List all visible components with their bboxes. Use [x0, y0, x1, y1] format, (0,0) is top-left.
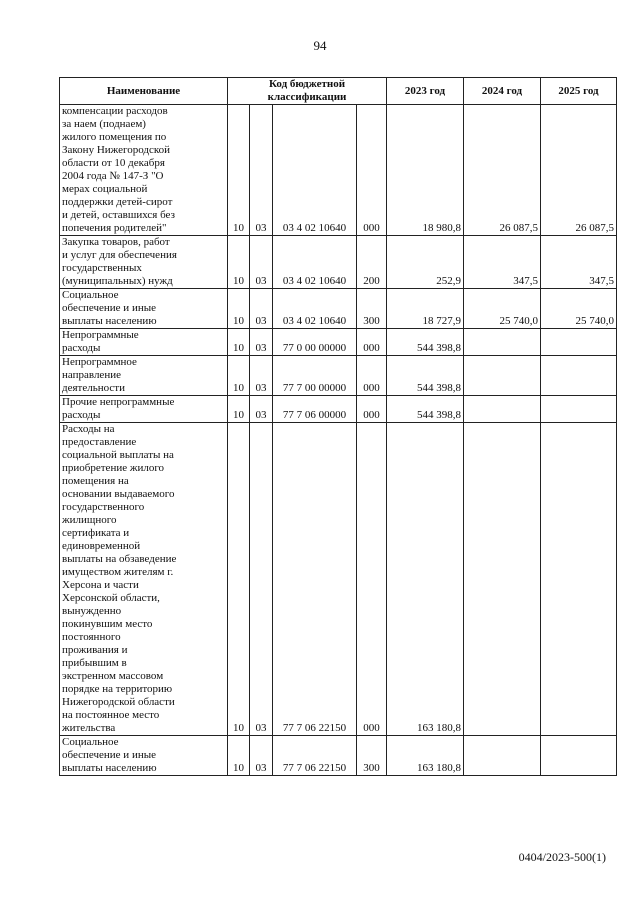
subsection-code: 03	[250, 329, 273, 356]
table-row	[60, 736, 617, 776]
expense-type-code: 000	[357, 423, 387, 736]
expense-type-code: 300	[357, 736, 387, 776]
document-code: 0404/2023-500(1)	[518, 850, 606, 864]
subsection-code: 03	[250, 423, 273, 736]
expense-type-code: 000	[357, 105, 387, 236]
value-2025	[541, 736, 617, 776]
section-code: 10	[228, 423, 250, 736]
subsection-code: 03	[250, 736, 273, 776]
value-2023: 544 398,8	[387, 356, 464, 396]
value-2024: 347,5	[464, 236, 541, 289]
value-2023: 163 180,8	[387, 423, 464, 736]
section-code: 10	[228, 396, 250, 423]
target-code: 03 4 02 10640	[273, 105, 357, 236]
section-code: 10	[228, 289, 250, 329]
value-2023: 18 727,9	[387, 289, 464, 329]
value-2025	[541, 396, 617, 423]
target-code: 03 4 02 10640	[273, 289, 357, 329]
target-code: 77 0 00 00000	[273, 329, 357, 356]
table-row	[60, 289, 617, 329]
value-2023: 18 980,8	[387, 105, 464, 236]
subsection-code: 03	[250, 236, 273, 289]
subsection-code: 03	[250, 356, 273, 396]
subsection-code: 03	[250, 396, 273, 423]
section-code: 10	[228, 329, 250, 356]
value-2024	[464, 356, 541, 396]
row-name: Прочие непрограммные расходы	[60, 396, 228, 423]
value-2025	[541, 423, 617, 736]
target-code: 77 7 00 00000	[273, 356, 357, 396]
value-2025	[541, 329, 617, 356]
value-2025	[541, 356, 617, 396]
subsection-code: 03	[250, 105, 273, 236]
section-code: 10	[228, 236, 250, 289]
expense-type-code: 000	[357, 396, 387, 423]
value-2023: 544 398,8	[387, 396, 464, 423]
value-2023: 252,9	[387, 236, 464, 289]
value-2025: 26 087,5	[541, 105, 617, 236]
value-2025: 347,5	[541, 236, 617, 289]
value-2023: 163 180,8	[387, 736, 464, 776]
page-number: 94	[313, 38, 327, 53]
header-name: Наименование	[60, 78, 228, 105]
row-name: Расходы на предоставление социальной выплаты на приобретение жилого помещения на основании выдаваемого государственного жилищного сертификата и единовременной выплаты на обзаведение имуществом жителям г. Херсона и части Херсонской области, вынужденно покинувшим место постоянного проживания и прибывшим в экстренном массовом порядке на территорию Нижегородской области на постоянное место жительства	[60, 423, 228, 736]
row-name: компенсации расходов за наем (поднаем) жилого помещения по Закону Нижегородской области от 10 декабря 2004 года № 147-З "О мерах социальной поддержки детей-сирот и детей, оставшихся без попечения родителей"	[60, 105, 228, 236]
table-header-row	[60, 78, 617, 105]
section-code: 10	[228, 105, 250, 236]
target-code: 77 7 06 00000	[273, 396, 357, 423]
value-2024	[464, 396, 541, 423]
expense-type-code: 000	[357, 356, 387, 396]
header-year-2024: 2024 год	[464, 78, 541, 105]
table-body	[60, 105, 617, 776]
section-code: 10	[228, 736, 250, 776]
section-code: 10	[228, 356, 250, 396]
value-2023: 544 398,8	[387, 329, 464, 356]
row-name: Закупка товаров, работ и услуг для обеспечения государственных (муниципальных) нужд	[60, 236, 228, 289]
expense-type-code: 000	[357, 329, 387, 356]
expense-type-code: 300	[357, 289, 387, 329]
table-row	[60, 396, 617, 423]
target-code: 77 7 06 22150	[273, 736, 357, 776]
subsection-code: 03	[250, 289, 273, 329]
table-row	[60, 105, 617, 236]
value-2024	[464, 736, 541, 776]
header-budget-code: Код бюджетной классификации	[228, 78, 387, 105]
table-row	[60, 356, 617, 396]
row-name: Непрограммное направление деятельности	[60, 356, 228, 396]
target-code: 77 7 06 22150	[273, 423, 357, 736]
value-2025: 25 740,0	[541, 289, 617, 329]
row-name: Социальное обеспечение и иные выплаты населению	[60, 736, 228, 776]
table-row	[60, 236, 617, 289]
header-year-2023: 2023 год	[387, 78, 464, 105]
table-row	[60, 329, 617, 356]
row-name: Социальное обеспечение и иные выплаты населению	[60, 289, 228, 329]
target-code: 03 4 02 10640	[273, 236, 357, 289]
value-2024: 25 740,0	[464, 289, 541, 329]
row-name: Непрограммные расходы	[60, 329, 228, 356]
value-2024: 26 087,5	[464, 105, 541, 236]
value-2024	[464, 329, 541, 356]
budget-table	[59, 77, 617, 776]
value-2024	[464, 423, 541, 736]
header-year-2025: 2025 год	[541, 78, 617, 105]
expense-type-code: 200	[357, 236, 387, 289]
table-row	[60, 423, 617, 736]
